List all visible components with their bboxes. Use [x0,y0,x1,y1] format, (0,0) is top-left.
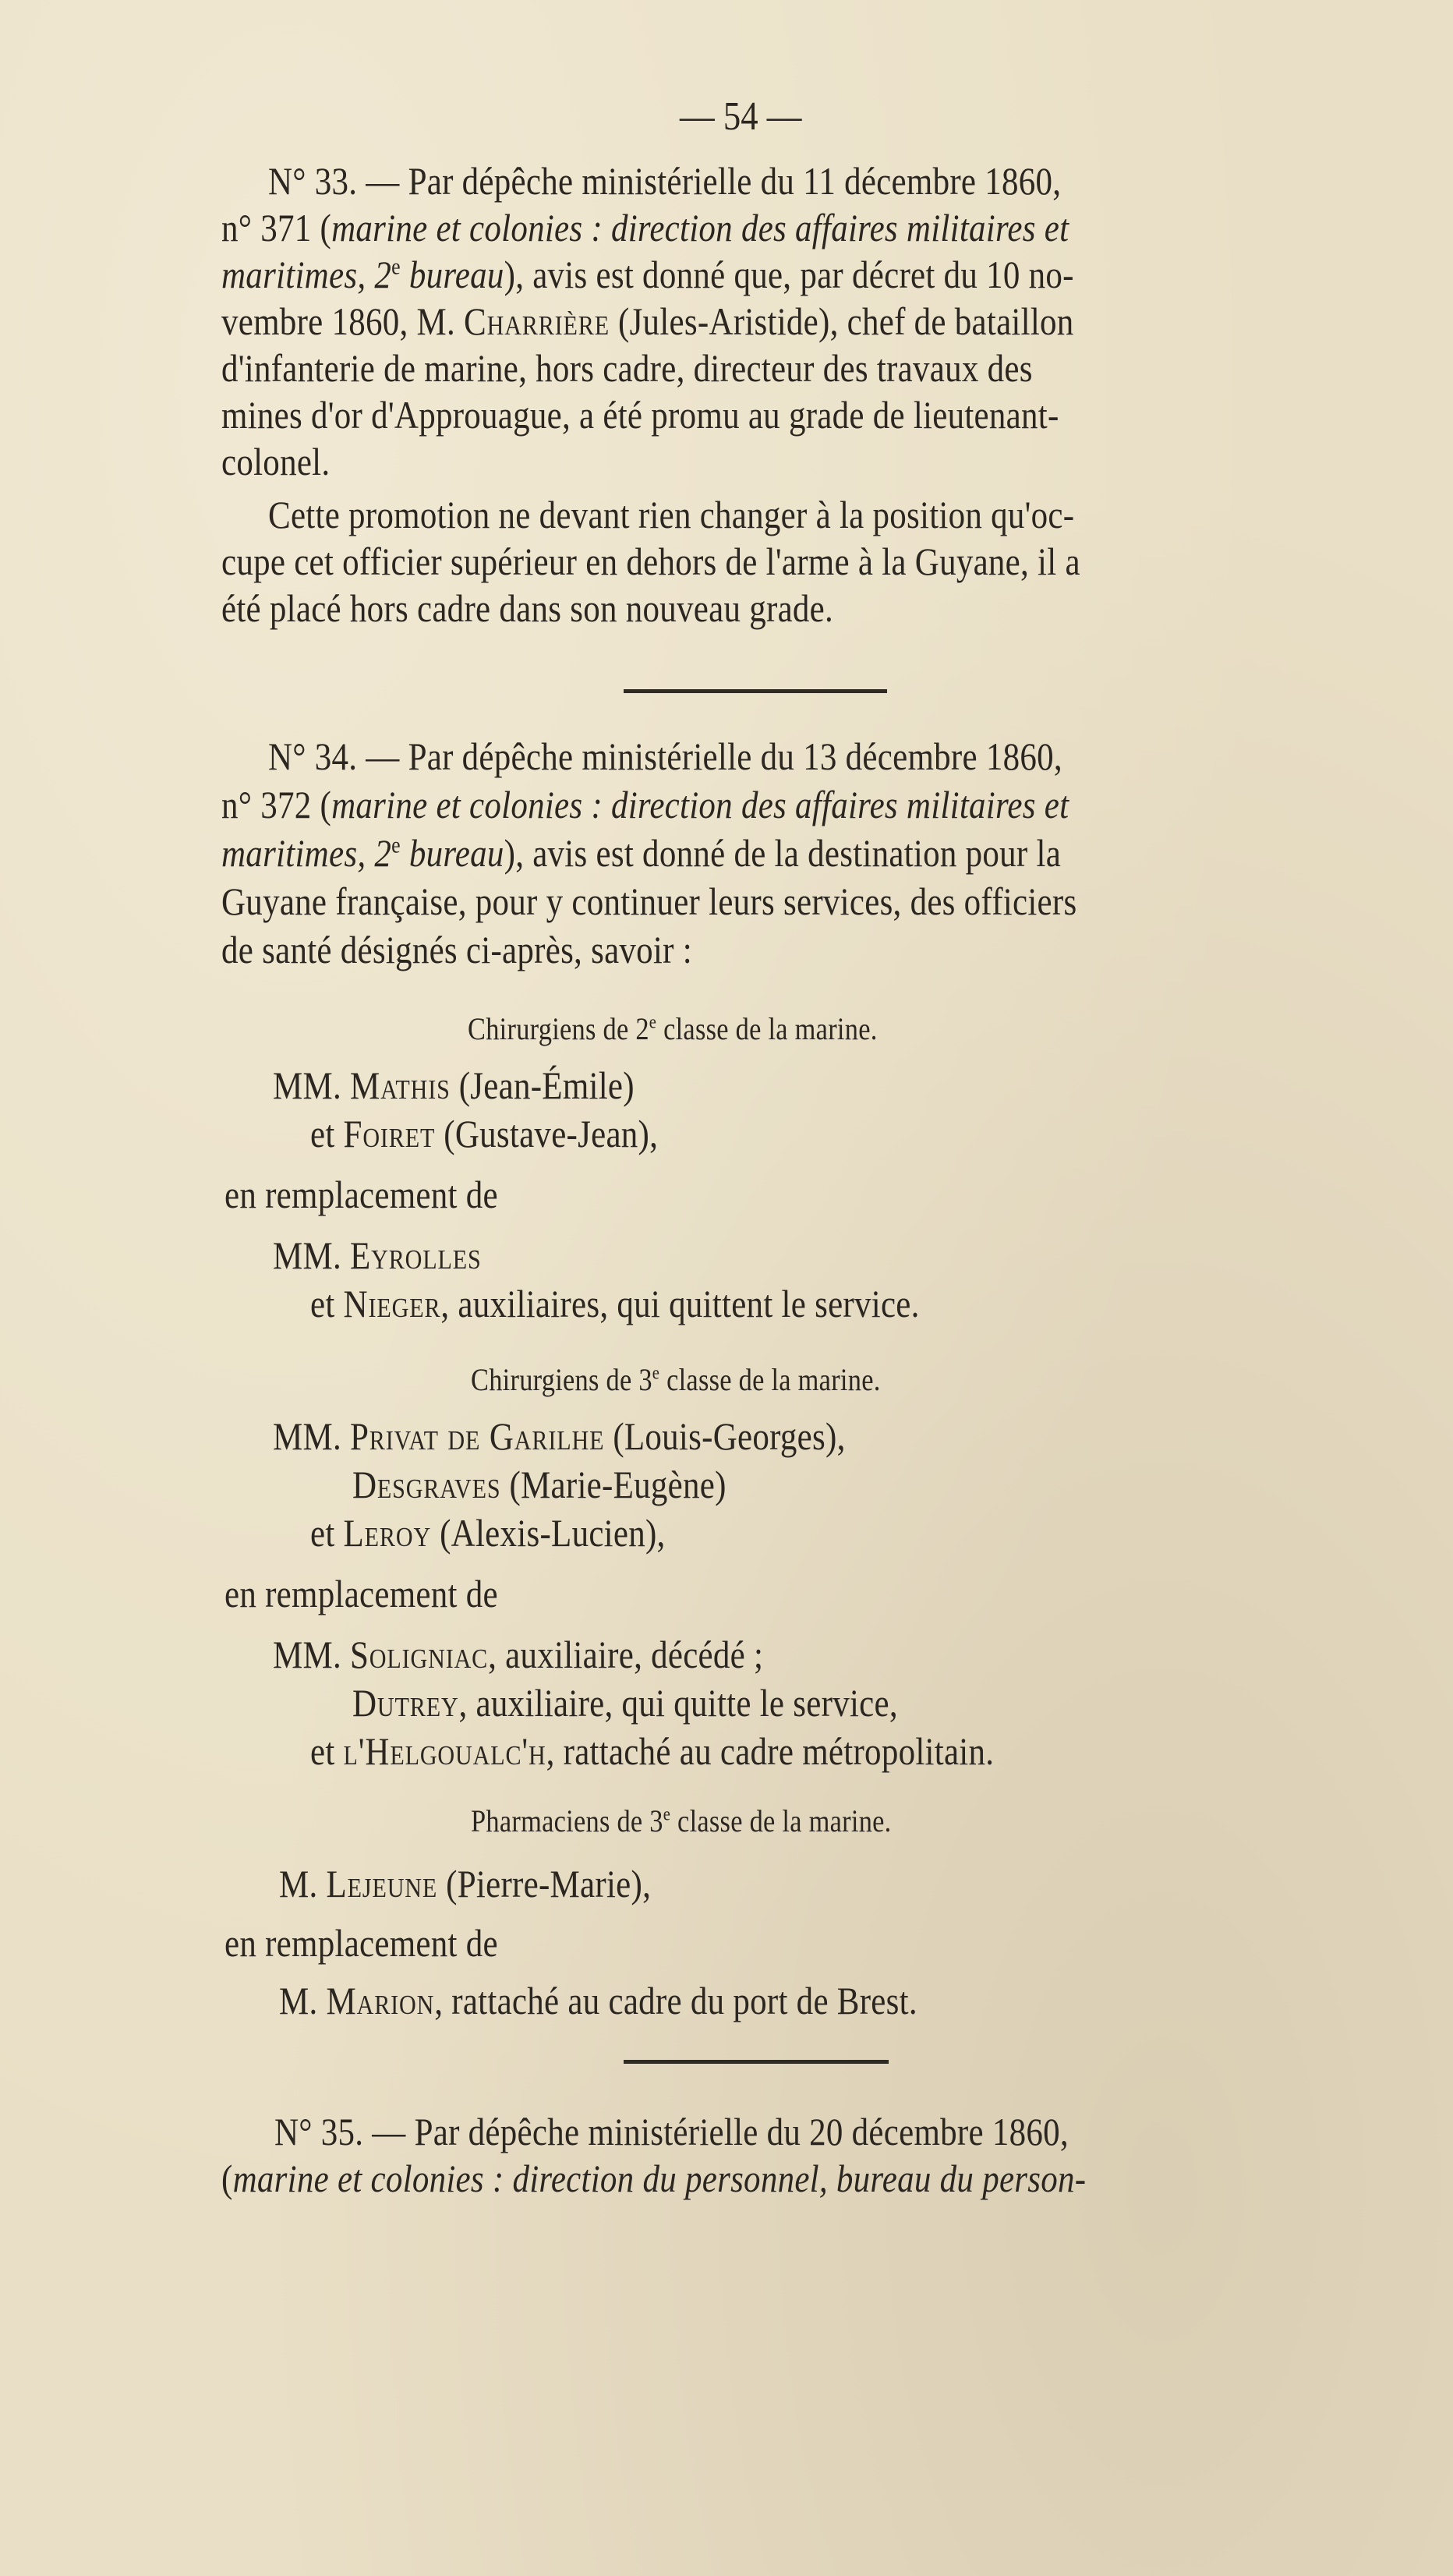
appointee-line: Desgraves (Marie-Eugène) [352,1463,726,1506]
appointee-line: et Leroy (Alexis-Lucien), [310,1511,666,1555]
entry-35-line-1: N° 35. — Par dépêche ministérielle du 20 décembre 1860, [274,2110,1069,2153]
appointee-line: MM. Mathis (Jean-Émile) [273,1063,635,1107]
person-name: Soligniac [350,1633,489,1676]
person-name: Foiret [343,1112,436,1155]
person-name: Leroy [343,1511,432,1555]
replacement-label: en remplacement de [224,1173,498,1216]
section-heading: Chirurgiens de 2e classe de la marine. [468,1011,878,1046]
person-name: Dutrey [352,1681,459,1725]
replacement-label: en remplacement de [224,1921,498,1965]
appointee-line: et Foiret (Gustave-Jean), [310,1112,659,1155]
entry-33-line-4: vembre 1860, M. Charrière (Jules-Aristide), chef de bataillon [221,299,1074,343]
replaced-line: et Nieger, auxiliaires, qui quittent le service. [310,1282,920,1325]
entry-33-line-6: mines d'or d'Approuague, a été promu au grade de lieutenant- [221,393,1059,437]
entry-34-line-2: n° 372 (marine et colonies : direction des affaires militaires et [221,783,1069,826]
person-name: Nieger [343,1282,441,1325]
replaced-line: MM. Soligniac, auxiliaire, décédé ; [273,1633,764,1676]
entry-34-line-5: de santé désignés ci-après, savoir : [221,928,692,971]
person-name: Eyrolles [350,1233,482,1277]
replaced-line: Dutrey, auxiliaire, qui quitte le service, [352,1681,898,1725]
person-name: Charrière [464,299,610,343]
section-heading: Pharmaciens de 3e classe de la marine. [471,1803,892,1838]
person-name: Marion [326,1979,435,2022]
appointee-line: MM. Privat de Garilhe (Louis-Georges), [273,1414,846,1458]
person-name: Lejeune [326,1862,438,1905]
entry-33-line-8: Cette promotion ne devant rien changer à la position qu'oc- [268,493,1075,536]
section-divider [624,689,887,693]
entry-33-line-3: maritimes, 2e bureau), avis est donné que, par décret du 10 no- [221,253,1074,296]
entry-33-line-7: colonel. [221,440,331,483]
entry-35-line-2: (marine et colonies : direction du personnel, bureau du person- [221,2157,1087,2200]
appointee-line: M. Lejeune (Pierre-Marie), [279,1862,652,1905]
person-name: l'Helgoualc'h [343,1729,546,1773]
entry-34-line-3: maritimes, 2e bureau), avis est donné de la destination pour la [221,831,1062,875]
person-name: Privat de Garilhe [350,1414,605,1458]
replaced-line: et l'Helgoualc'h, rattaché au cadre métropolitain. [310,1729,995,1773]
entry-33-line-10: été placé hors cadre dans son nouveau grade. [221,586,834,630]
entry-34-line-4: Guyane française, pour y continuer leurs services, des officiers [221,879,1077,923]
entry-33-line-2: n° 371 (marine et colonies : direction des affaires militaires et [221,206,1069,249]
entry-33-line-9: cupe cet officier supérieur en dehors de l'arme à la Guyane, il a [221,540,1080,583]
replaced-line: MM. Eyrolles [273,1233,482,1277]
section-heading: Chirurgiens de 3e classe de la marine. [471,1362,881,1397]
person-name: Mathis [350,1063,451,1107]
section-divider [624,2060,889,2064]
entry-33-line-5: d'infanterie de marine, hors cadre, directeur des travaux des [221,346,1033,390]
replaced-line: M. Marion, rattaché au cadre du port de Brest. [279,1979,917,2022]
person-name: Desgraves [352,1463,501,1506]
entry-33-line-1: N° 33. — Par dépêche ministérielle du 11 décembre 1860, [268,159,1062,203]
entry-34-line-1: N° 34. — Par dépêche ministérielle du 13 décembre 1860, [268,734,1062,778]
page-number: — 54 — [680,94,802,139]
replacement-label: en remplacement de [224,1572,498,1615]
